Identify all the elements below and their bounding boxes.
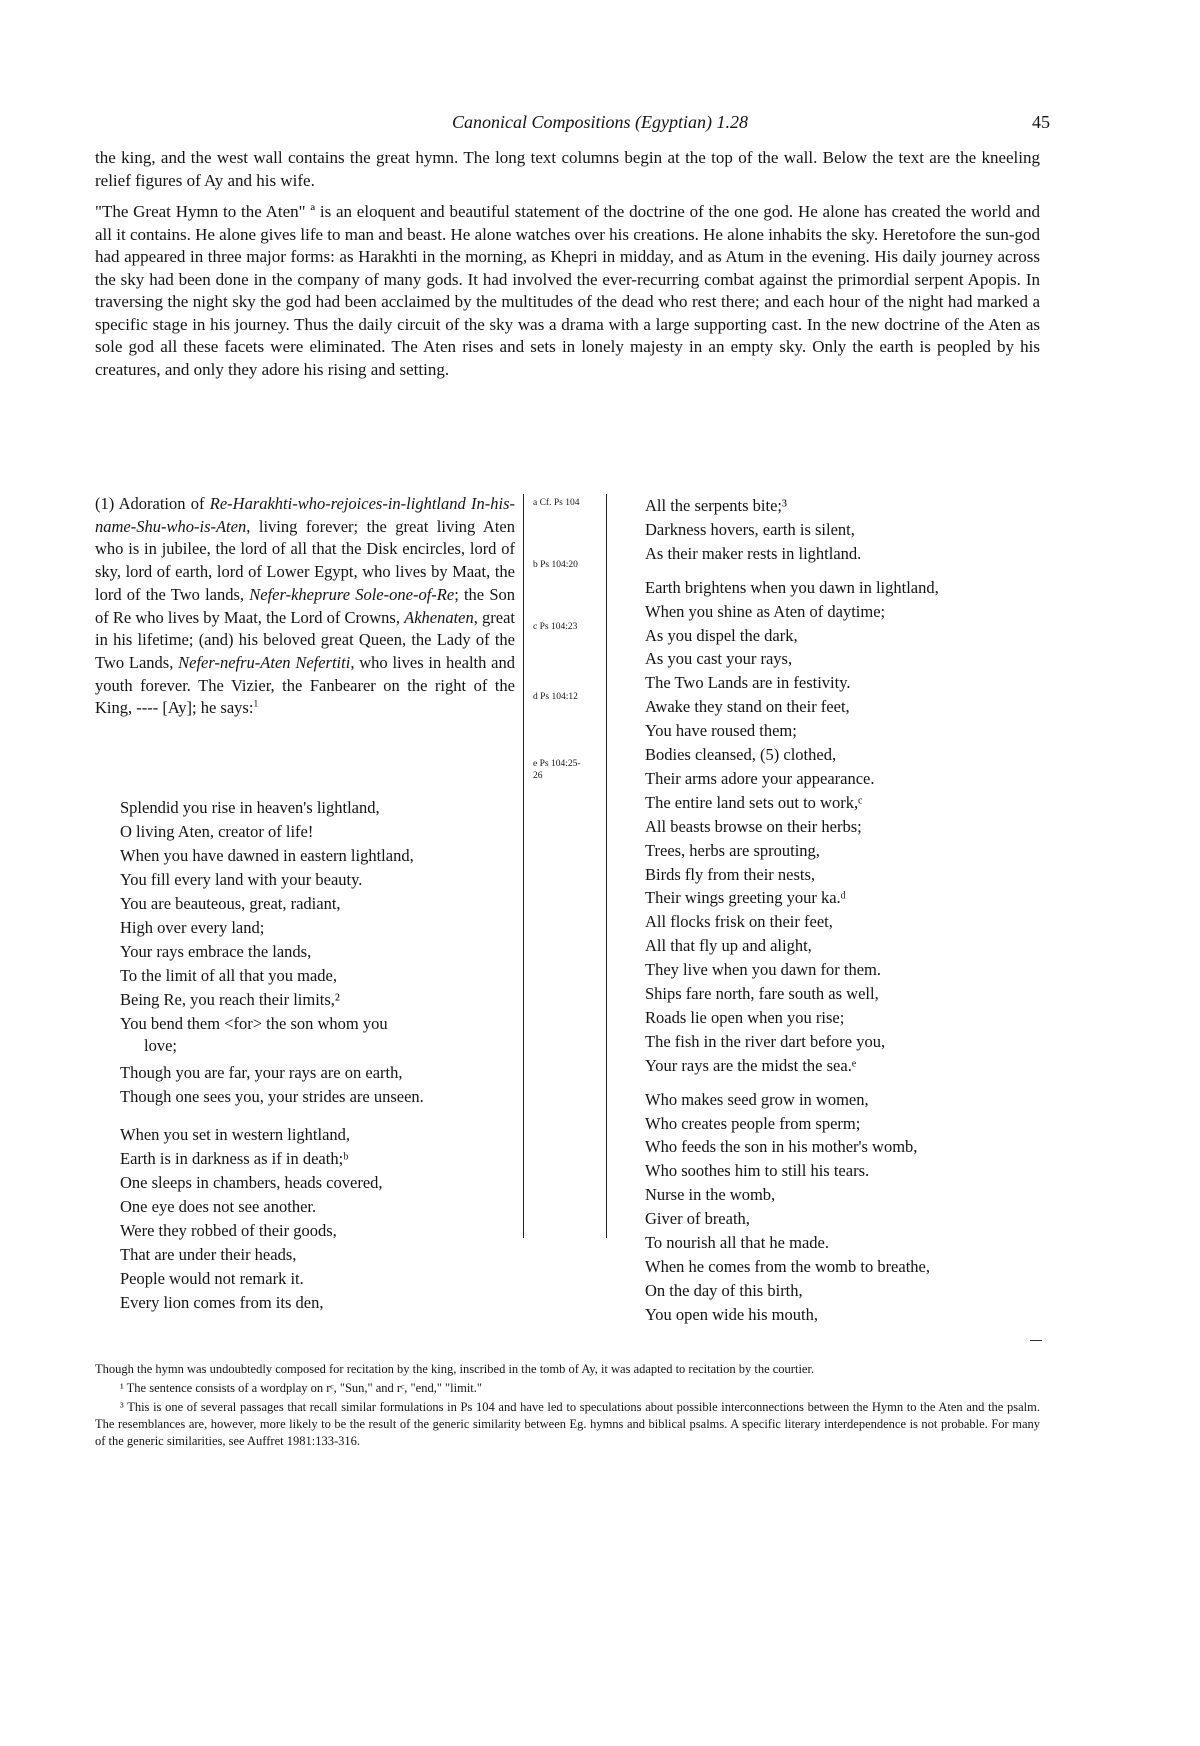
verse-line: All beasts browse on their herbs; — [645, 816, 862, 836]
verse-line: Splendid you rise in heaven's lightland, — [120, 798, 380, 817]
footnote-general: Though the hymn was undoubtedly composed for recitation by the king, inscribed in the tomb of Ay, it was adapted to recitation by the courtier. — [95, 1362, 815, 1376]
verse-line: love; — [144, 1036, 177, 1055]
intro-text: , great in his lifetime; (and) his beloved great Queen, the Lady of the Two Lands, — [95, 607, 515, 672]
verse-line: Who makes seed grow in women, — [645, 1089, 869, 1109]
verse-line: Who soothes him to still his tears. — [645, 1161, 870, 1181]
verse-line: As you cast your rays, — [645, 649, 793, 669]
verse-line: Ships fare north, fare south as well, — [645, 984, 879, 1003]
verse-line: Every lion comes from its den, — [120, 1293, 324, 1312]
footnote-2: ¹ The sentence consists of a wordplay on rᶜ, "Sun," and rᶜ, "end," "limit." — [120, 1381, 482, 1395]
verse-line: Your rays embrace the lands, — [120, 942, 312, 961]
verse-line: When you shine as Aten of daytime; — [645, 601, 886, 621]
intro-text: , who lives in health and youth forever. The Vizier, the Fanbearer on the right of the King, ---- [Ay]; he says: — [95, 652, 515, 718]
verse-line: All flocks frisk on their feet, — [645, 912, 833, 932]
verse-line: O living Aten, creator of life! — [120, 822, 314, 841]
verse-line: High over every land; — [120, 918, 265, 937]
intro-queen-name: Nefer-nefru-Aten Nefertiti — [178, 652, 351, 672]
verse-line: Nurse in the womb, — [645, 1185, 776, 1205]
verse-line: Your rays are the midst the sea.ᵉ — [645, 1055, 857, 1075]
verse-line: Who creates people from sperm; — [645, 1113, 861, 1133]
intro-royal-name: Nefer-kheprure Sole-one-of-Re — [249, 584, 455, 604]
cross-ref-e-cont: 26 — [533, 771, 543, 781]
verse-line: When you set in western lightland, — [120, 1125, 351, 1144]
verse-line: When he comes from the womb to breathe, — [645, 1256, 930, 1276]
verse-line: Giver of breath, — [645, 1209, 750, 1229]
verse-line: Their wings greeting your ka.ᵈ — [645, 888, 846, 908]
verse-line: You bend them <for> the son whom you — [120, 1014, 388, 1033]
verse-line: When you have dawned in eastern lightland, — [120, 846, 414, 865]
verse-line: Awake they stand on their feet, — [645, 697, 850, 717]
intro-text: , living forever; the great living Aten who is in jubilee, the lord of all that the Disk encircles, lord of sky, lord of earth, lord of Lower Egypt, who lives by Maat, the lord of the Two lands, — [95, 516, 515, 604]
cross-ref-e: e Ps 104:25- — [533, 759, 581, 769]
verse-line: Though you are far, your rays are on earth, — [120, 1063, 403, 1082]
verse-line: The Two Lands are in festivity. — [645, 673, 851, 693]
verse-line: Earth brightens when you dawn in lightland, — [645, 577, 939, 597]
footnotes — [95, 1361, 1040, 1452]
verse-line: You are beauteous, great, radiant, — [120, 894, 341, 913]
verse-line: They live when you dawn for them. — [645, 960, 881, 980]
verse-line: Roads lie open when you rise; — [645, 1007, 845, 1027]
verse-line: One sleeps in chambers, heads covered, — [120, 1173, 383, 1192]
verse-line: To nourish all that he made. — [645, 1233, 829, 1252]
verse-line: The entire land sets out to work,ᶜ — [645, 792, 863, 812]
cross-ref-c: c Ps 104:23 — [533, 622, 578, 632]
cross-ref-b: b Ps 104:20 — [533, 560, 578, 570]
verse-line: The fish in the river dart before you, — [645, 1031, 886, 1051]
verse-line: Being Re, you reach their limits,² — [120, 990, 340, 1009]
cross-ref-a: a Cf. Ps 104 — [533, 498, 580, 508]
verse-line: You fill every land with your beauty. — [120, 870, 363, 889]
verse-line: Bodies cleansed, (5) clothed, — [645, 745, 837, 764]
verse-line: To the limit of all that you made, — [120, 966, 337, 985]
intro-text: (1) Adoration of — [95, 494, 210, 513]
intro-king-name: Akhenaten — [404, 607, 474, 627]
verse-line: Trees, herbs are sprouting, — [645, 840, 820, 860]
footnote-ref: 1 — [253, 698, 259, 710]
prose-paragraph-2: "The Great Hymn to the Aten" ª is an eloquent and beautiful statement of the doctrine of the one god. He alone has created the world and all it contains. He alone gives life to man and beast. He alone watches over his creations. He alone inhabits the sky. Heretofore the sun-god had appeared in three major forms: as Harakhti in the morning, as Khepri in midday, and as Atum in the evening. His daily journey across the sky had been done in the company of many gods. It had involved the ever-recurring combat against the primordial serpent Apopis. In traversing the night sky the god had been acclaimed by the multitudes of the dead who rest there; and each hour of the night had marked a specific stage in his journey. Thus the daily circuit of the sky was a drama with a large supporting cast. In the new doctrine of the Aten as sole god all these facets were eliminated. The Aten rises and sets in lonely majesty in an empty sky. Only the earth is peopled by his creatures, and only they adore his rising and setting. — [95, 202, 1040, 379]
column-end-mark — [1030, 1340, 1042, 1341]
verse-line: That are under their heads, — [120, 1245, 297, 1264]
verse-line: On the day of this birth, — [645, 1280, 803, 1300]
intro-text: ; the Son of Re who lives by Maat, the Lord of Crowns, — [95, 584, 516, 627]
verse-line: All that fly up and alight, — [645, 936, 812, 956]
verse-line: One eye does not see another. — [120, 1197, 317, 1216]
verse-line: Their arms adore your appearance. — [645, 768, 875, 788]
verse-line: As you dispel the dark, — [645, 625, 798, 645]
footnote-3: ³ This is one of several passages that recall similar formulations in Ps 104 and have led to speculations about possible interconnections between the Hymn to the Aten and the psalm. The resemblances are, however, more likely to be the result of the generic similarity between Eg. hymns and biblical psalms. A specific literary interdependence is not probable. For many of the generic similarities, see Auffret 1981:133-316. — [95, 1400, 1040, 1448]
verse-line: Birds fly from their nests, — [645, 864, 816, 884]
verse-line: Were they robbed of their goods, — [120, 1221, 337, 1240]
cross-ref-d: d Ps 104:12 — [533, 692, 578, 702]
verse-line: As their maker rests in lightland. — [645, 543, 862, 563]
verse-line: Darkness hovers, earth is silent, — [645, 519, 855, 539]
intro-divine-name: Re-Harakhti-who-rejoices-in-lightland In-his-name-Shu-who-is-Aten — [95, 494, 515, 536]
verse-line: You open wide his mouth, — [645, 1304, 818, 1324]
verse-line: Who feeds the son in his mother's womb, — [645, 1137, 918, 1157]
verse-line: All the serpents bite;³ — [645, 496, 787, 515]
verse-line: You have roused them; — [645, 721, 797, 741]
verse-line: Though one sees you, your strides are unseen. — [120, 1087, 424, 1106]
verse-line: People would not remark it. — [120, 1269, 304, 1288]
prose-paragraph-1: the king, and the west wall contains the great hymn. The long text columns begin at the top of the wall. Below the text are the kneeling relief figures of Ay and his wife. — [95, 148, 1040, 190]
running-header-title: Canonical Compositions (Egyptian) 1.28 — [452, 112, 748, 132]
verse-line: Earth is in darkness as if in death;ᵇ — [120, 1149, 349, 1168]
page-number: 45 — [1032, 112, 1050, 132]
